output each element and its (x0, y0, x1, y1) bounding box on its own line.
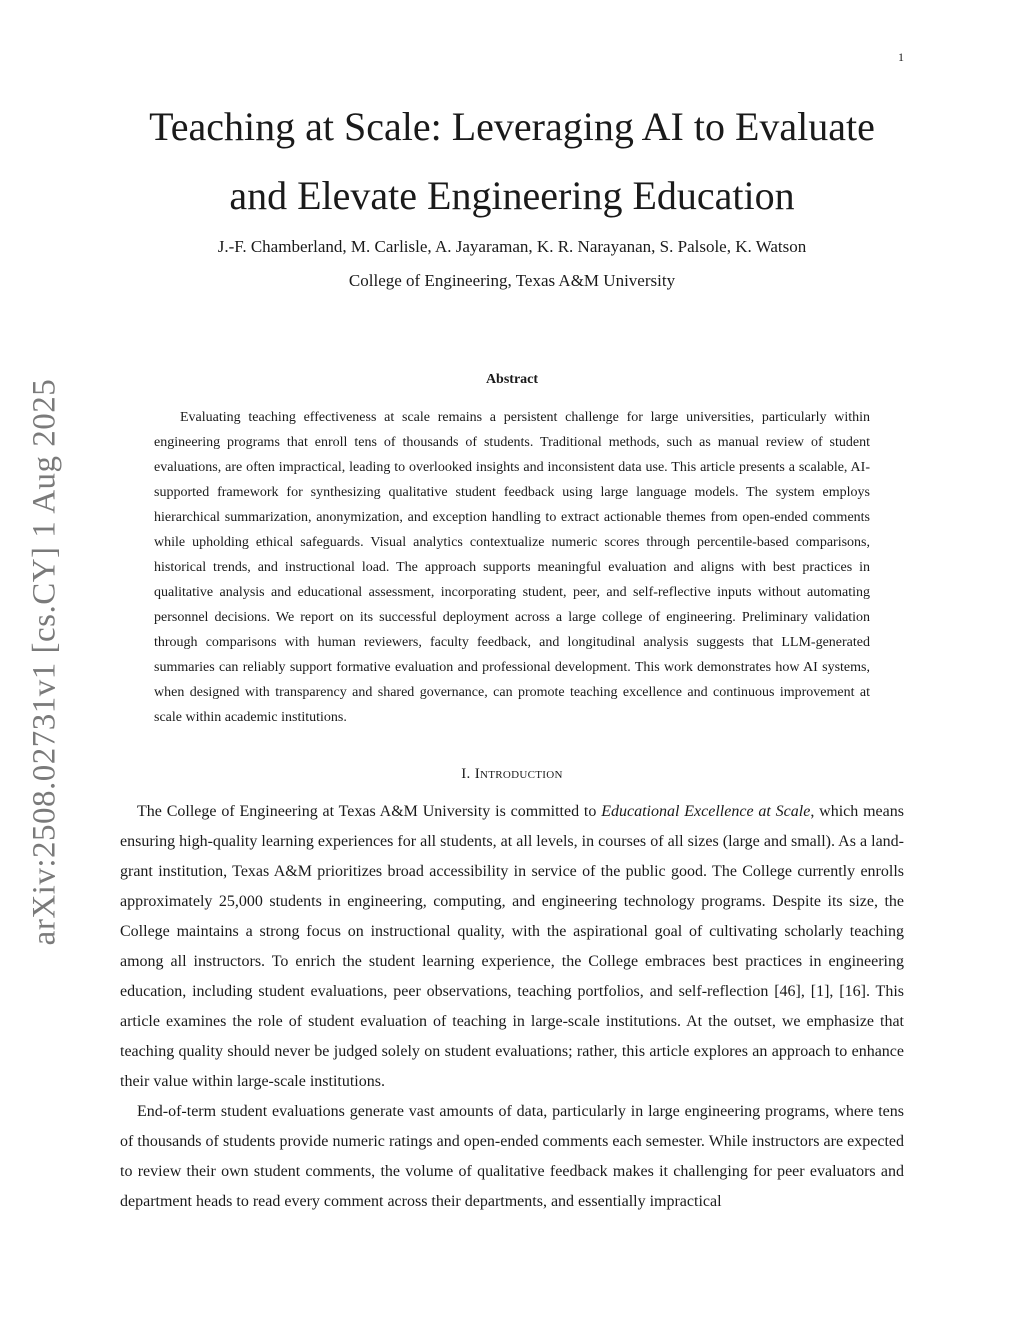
paragraph-1-emphasis: Educational Excellence at Scale (601, 803, 811, 820)
introduction-paragraph-1 (120, 797, 904, 1097)
author-affiliation: College of Engineering, Texas A&M University (348, 271, 676, 290)
introduction-paragraph-2: End-of-term student evaluations generate vast amounts of data, particularly in large engineering programs, where tens of thousands of students provide numeric ratings and open-ended comments each semester. While instructors are expected to review their own student comments, the volume of qualitative feedback makes it challenging for peer evaluators and department heads to read every comment across their departments, and essentially impractical (120, 1103, 904, 1210)
paragraph-1-text-start: The College of Engineering at Texas A&M University is committed to (137, 803, 602, 820)
section-heading-introduction (0, 766, 1024, 783)
author-list: J.-F. Chamberland, M. Carlisle, A. Jayaraman, K. R. Narayanan, S. Palsole, K. Watson (217, 237, 807, 256)
paper-title-line-1: Teaching at Scale: Leveraging AI to Evaluate (149, 104, 875, 149)
section-number: I. (461, 766, 471, 782)
paper-title-line-2: and Elevate Engineering Education (229, 173, 795, 218)
arxiv-identifier-stamp: arXiv:2508.02731v1 [cs.CY] 1 Aug 2025 (26, 378, 63, 946)
paragraph-1-text-end: , which means ensuring high-quality learning experiences for all students, at all levels, in courses of all sizes (large and small). As a land-grant institution, Texas A&M prioritizes broad accessibility in service of the public good. The College currently enrolls approximately 25,000 students in engineering, computing, and engineering technology programs. Despite its size, the College maintains a strong focus on instructional quality, with the aspirational goal of cultivating scholarly teaching among all instructors. To enrich the student learning experience, the College embraces best practices in engineering education, including student evaluations, peer observations, teaching portfolios, and self-reflection [46], [1], [16]. This article examines the role of student evaluation of teaching in large-scale institutions. At the outset, we emphasize that teaching quality should never be judged solely on student evaluations; rather, this article explores an approach to enhance their value within large-scale institutions. (120, 803, 904, 1090)
page-number: 1 (898, 50, 904, 64)
abstract-heading: Abstract (485, 372, 539, 387)
abstract-text: Evaluating teaching effectiveness at scale remains a persistent challenge for large universities, particularly within engineering programs that enroll tens of thousands of students. Traditional methods, such as manual review of student evaluations, are often impractical, leading to overlooked insights and inconsistent data use. This article presents a scalable, AI-supported framework for synthesizing qualitative student feedback using large language models. The system employs hierarchical summarization, anonymization, and exception handling to extract actionable themes from open-ended comments while upholding ethical safeguards. Visual analytics contextualize numeric scores through percentile-based comparisons, historical trends, and instructional load. The approach supports meaningful evaluation and aligns with best practices in qualitative analysis and educational assessment, incorporating student, peer, and self-reflective inputs without automating personnel decisions. We report on its successful deployment across a large college of engineering. Preliminary validation through comparisons with human reviewers, faculty feedback, and longitudinal analysis suggests that LLM-generated summaries can reliably support formative evaluation and professional development. This work demonstrates how AI systems, when designed with transparency and shared governance, can promote teaching excellence and continuous improvement at scale within academic institutions. (154, 410, 870, 725)
section-title: Introduction (474, 766, 563, 782)
paper-title (0, 92, 1024, 230)
